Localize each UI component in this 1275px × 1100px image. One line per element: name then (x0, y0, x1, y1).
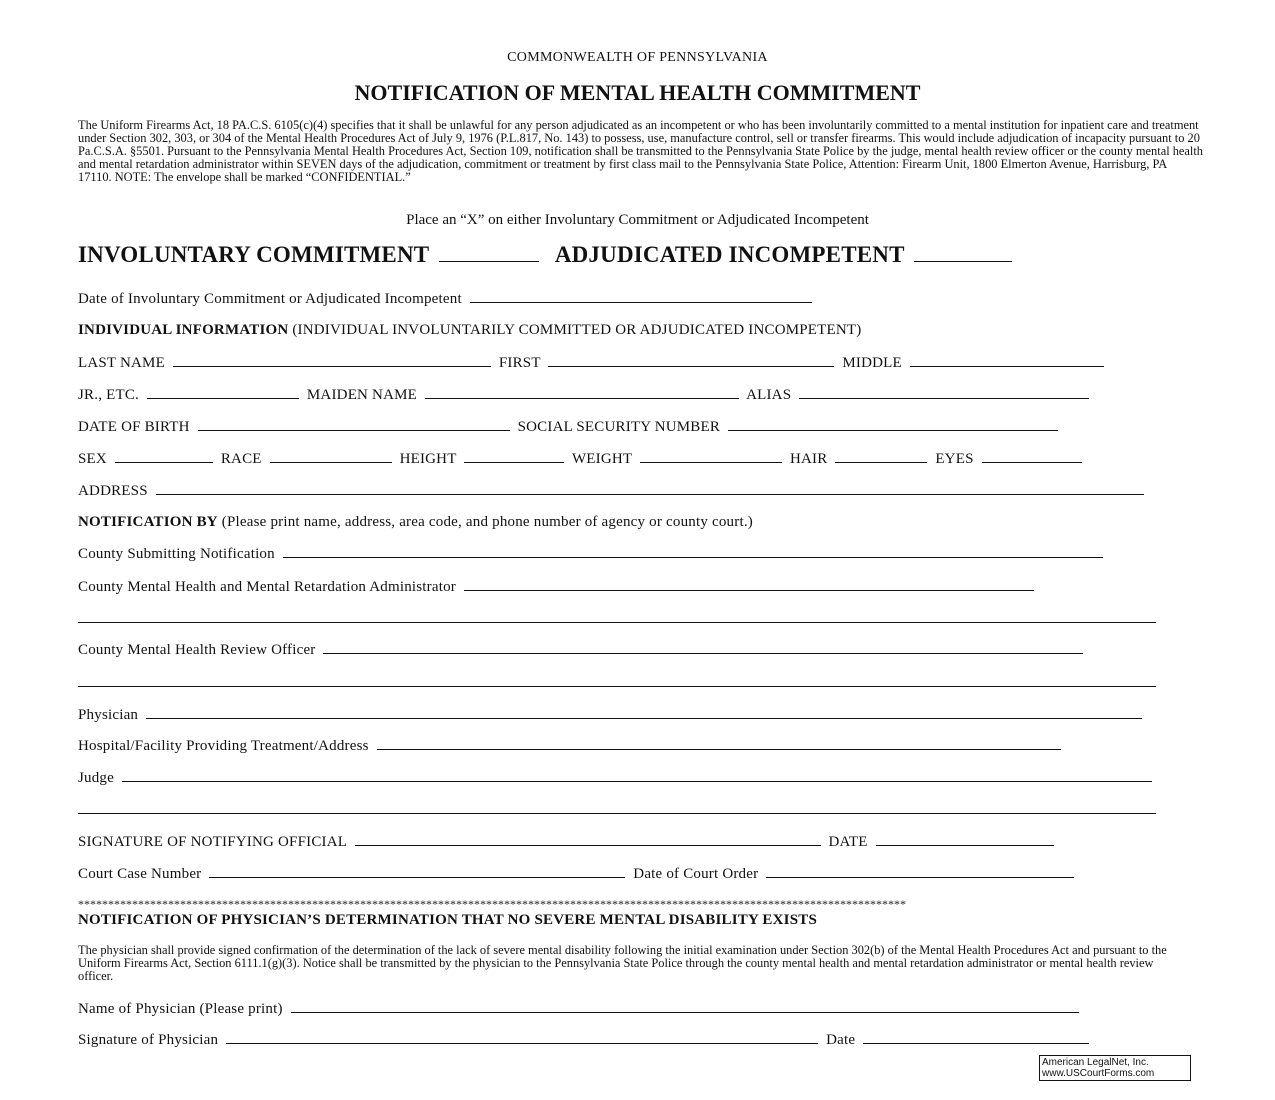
physician-row (78, 706, 1146, 724)
physician-label: Physician (78, 707, 139, 723)
county-row (78, 545, 1107, 563)
adjudicated-incompetent-checkbox[interactable] (914, 245, 1012, 262)
review-officer-row-continued (78, 674, 1160, 692)
county-field[interactable] (283, 545, 1103, 558)
review-officer-field-line2[interactable] (78, 674, 1156, 687)
signature-field[interactable] (355, 833, 821, 846)
administrator-row-continued (78, 610, 1160, 628)
height-label: HEIGHT (399, 451, 457, 467)
individual-heading-label: INDIVIDUAL INFORMATION (78, 322, 289, 338)
middle-name-label: MIDDLE (842, 355, 902, 371)
individual-heading (78, 322, 861, 339)
publisher-name: American LegalNet, Inc. (1042, 1057, 1149, 1068)
hair-label: HAIR (789, 451, 828, 467)
commitment-choice-row (78, 242, 1016, 268)
physician-name-row (78, 1000, 1083, 1018)
hospital-field[interactable] (377, 737, 1061, 750)
commitment-date-row (78, 290, 816, 308)
signature-date-label: DATE (828, 834, 868, 850)
commitment-date-label: Date of Involuntary Commitment or Adjudicated Incompetent (78, 291, 462, 307)
dob-field[interactable] (198, 418, 510, 431)
judge-row (78, 769, 1156, 787)
last-name-field[interactable] (173, 354, 491, 367)
judge-field[interactable] (122, 769, 1152, 782)
county-label: County Submitting Notification (78, 546, 275, 562)
physical-row (78, 450, 1086, 468)
case-number-label: Court Case Number (78, 866, 202, 882)
review-officer-label: County Mental Health Review Officer (78, 642, 316, 658)
sex-field[interactable] (115, 450, 213, 463)
sex-label: SEX (78, 451, 107, 467)
physician-section-text: The physician shall provide signed confirmation of the determination of the lack of severe mental disability following the initial examination under Section 302(b) of the Mental Health Procedures Act and pursuant to the Uniform Firearms Act, Section 6111.1(g)(3). Notice shall be transmitted by the physician to the Pennsylvania State Police through the county mental health and mental retardation administrator or mental health review officer. (78, 943, 1167, 983)
signature-row (78, 833, 1058, 851)
form-title: NOTIFICATION OF MENTAL HEALTH COMMITMENT (354, 80, 921, 105)
administrator-field-line2[interactable] (78, 610, 1156, 623)
review-officer-row (78, 641, 1087, 659)
judge-label: Judge (78, 770, 114, 786)
physician-signature-row (78, 1031, 1093, 1049)
physician-field[interactable] (146, 706, 1142, 719)
publisher-stamp (1039, 1055, 1191, 1081)
physician-date-field[interactable] (863, 1031, 1089, 1044)
suffix-field[interactable] (147, 386, 299, 399)
physician-section-heading: NOTIFICATION OF PHYSICIAN’S DETERMINATION THAT NO SEVERE MENTAL DISABILITY EXISTS (78, 912, 817, 928)
court-order-date-field[interactable] (766, 865, 1074, 878)
administrator-label: County Mental Health and Mental Retardation Administrator (78, 579, 456, 595)
signature-date-field[interactable] (876, 833, 1054, 846)
alias-label: ALIAS (746, 387, 792, 403)
physician-date-label: Date (826, 1032, 856, 1048)
physician-signature-label: Signature of Physician (78, 1032, 219, 1048)
hospital-label: Hospital/Facility Providing Treatment/Address (78, 738, 369, 754)
ssn-field[interactable] (728, 418, 1058, 431)
signature-label: SIGNATURE OF NOTIFYING OFFICIAL (78, 834, 347, 850)
alias-field[interactable] (799, 386, 1089, 399)
eyes-field[interactable] (982, 450, 1082, 463)
notification-heading-label: NOTIFICATION BY (78, 514, 218, 530)
first-name-field[interactable] (548, 354, 834, 367)
middle-name-field[interactable] (910, 354, 1104, 367)
maiden-name-label: MAIDEN NAME (306, 387, 417, 403)
name-row (78, 354, 1108, 372)
judge-field-line2[interactable] (78, 801, 1156, 814)
weight-field[interactable] (640, 450, 782, 463)
last-name-label: LAST NAME (78, 355, 165, 371)
adjudicated-incompetent-label: ADJUDICATED INCOMPETENT (554, 242, 905, 267)
intro-paragraph: The Uniform Firearms Act, 18 PA.C.S. 6105(c)(4) specifies that it shall be unlawful for any person adjudicated as an incompetent or who has been involuntarily committed to a mental institution for inpatient care and treatment under Section 302, 303, or 304 of the Mental Health Procedures Act of July 9, 1976 (P.L.817, No. 143) to possess, use, manufacture control, sell or transfer firearms. This would include adjudication of incapacity pursuant to 20 Pa.C.S.A. §5501. Pursuant to the Pennsylvania Mental Health Procedures Act, Section 109, notification shall be transmitted to the Pennsylvania State Police by the judge, mental health review officer or the county mental health and mental retardation administrator within SEVEN days of the adjudication, commitment or treatment by first class mail to the Pennsylvania State Police, Attention: Firearm Unit, 1800 Elmerton Avenue, Harrisburg, PA 17110. NOTE: The envelope shall be marked “CONFIDENTIAL.” (78, 118, 1204, 184)
hair-field[interactable] (835, 450, 927, 463)
administrator-row (78, 578, 1038, 596)
notification-heading (78, 514, 753, 531)
dob-row (78, 418, 1062, 436)
judge-row-continued (78, 801, 1160, 819)
address-field[interactable] (156, 482, 1144, 495)
weight-label: WEIGHT (571, 451, 633, 467)
notification-heading-note: (Please print name, address, area code, and phone number of agency or county court.) (221, 514, 753, 530)
eyes-label: EYES (935, 451, 974, 467)
section-divider: ****************************************************************************************************************************************** (78, 897, 906, 911)
involuntary-commitment-label: INVOLUNTARY COMMITMENT (78, 242, 429, 267)
alias-row (78, 386, 1093, 404)
race-field[interactable] (270, 450, 392, 463)
review-officer-field[interactable] (323, 641, 1083, 654)
ssn-label: SOCIAL SECURITY NUMBER (517, 419, 721, 435)
court-order-date-label: Date of Court Order (633, 866, 759, 882)
choice-instruction: Place an “X” on either Involuntary Commitment or Adjudicated Incompetent (406, 212, 869, 228)
commitment-date-field[interactable] (470, 290, 812, 303)
address-row (78, 482, 1148, 500)
involuntary-commitment-checkbox[interactable] (439, 245, 539, 262)
hospital-row (78, 737, 1065, 755)
case-row (78, 865, 1078, 883)
first-name-label: FIRST (498, 355, 541, 371)
race-label: RACE (220, 451, 262, 467)
physician-name-label: Name of Physician (Please print) (78, 1001, 283, 1017)
height-field[interactable] (464, 450, 564, 463)
case-number-field[interactable] (209, 865, 625, 878)
commonwealth-heading: COMMONWEALTH OF PENNSYLVANIA (507, 50, 768, 65)
address-label: ADDRESS (78, 483, 148, 499)
publisher-url: www.USCourtForms.com (1042, 1068, 1155, 1079)
dob-label: DATE OF BIRTH (78, 419, 190, 435)
physician-name-field[interactable] (291, 1000, 1079, 1013)
administrator-field[interactable] (464, 578, 1034, 591)
maiden-name-field[interactable] (425, 386, 739, 399)
individual-heading-note: (INDIVIDUAL INVOLUNTARILY COMMITTED OR ADJUDICATED INCOMPETENT) (292, 322, 862, 338)
suffix-label: JR., ETC. (78, 387, 139, 403)
physician-signature-field[interactable] (226, 1031, 818, 1044)
